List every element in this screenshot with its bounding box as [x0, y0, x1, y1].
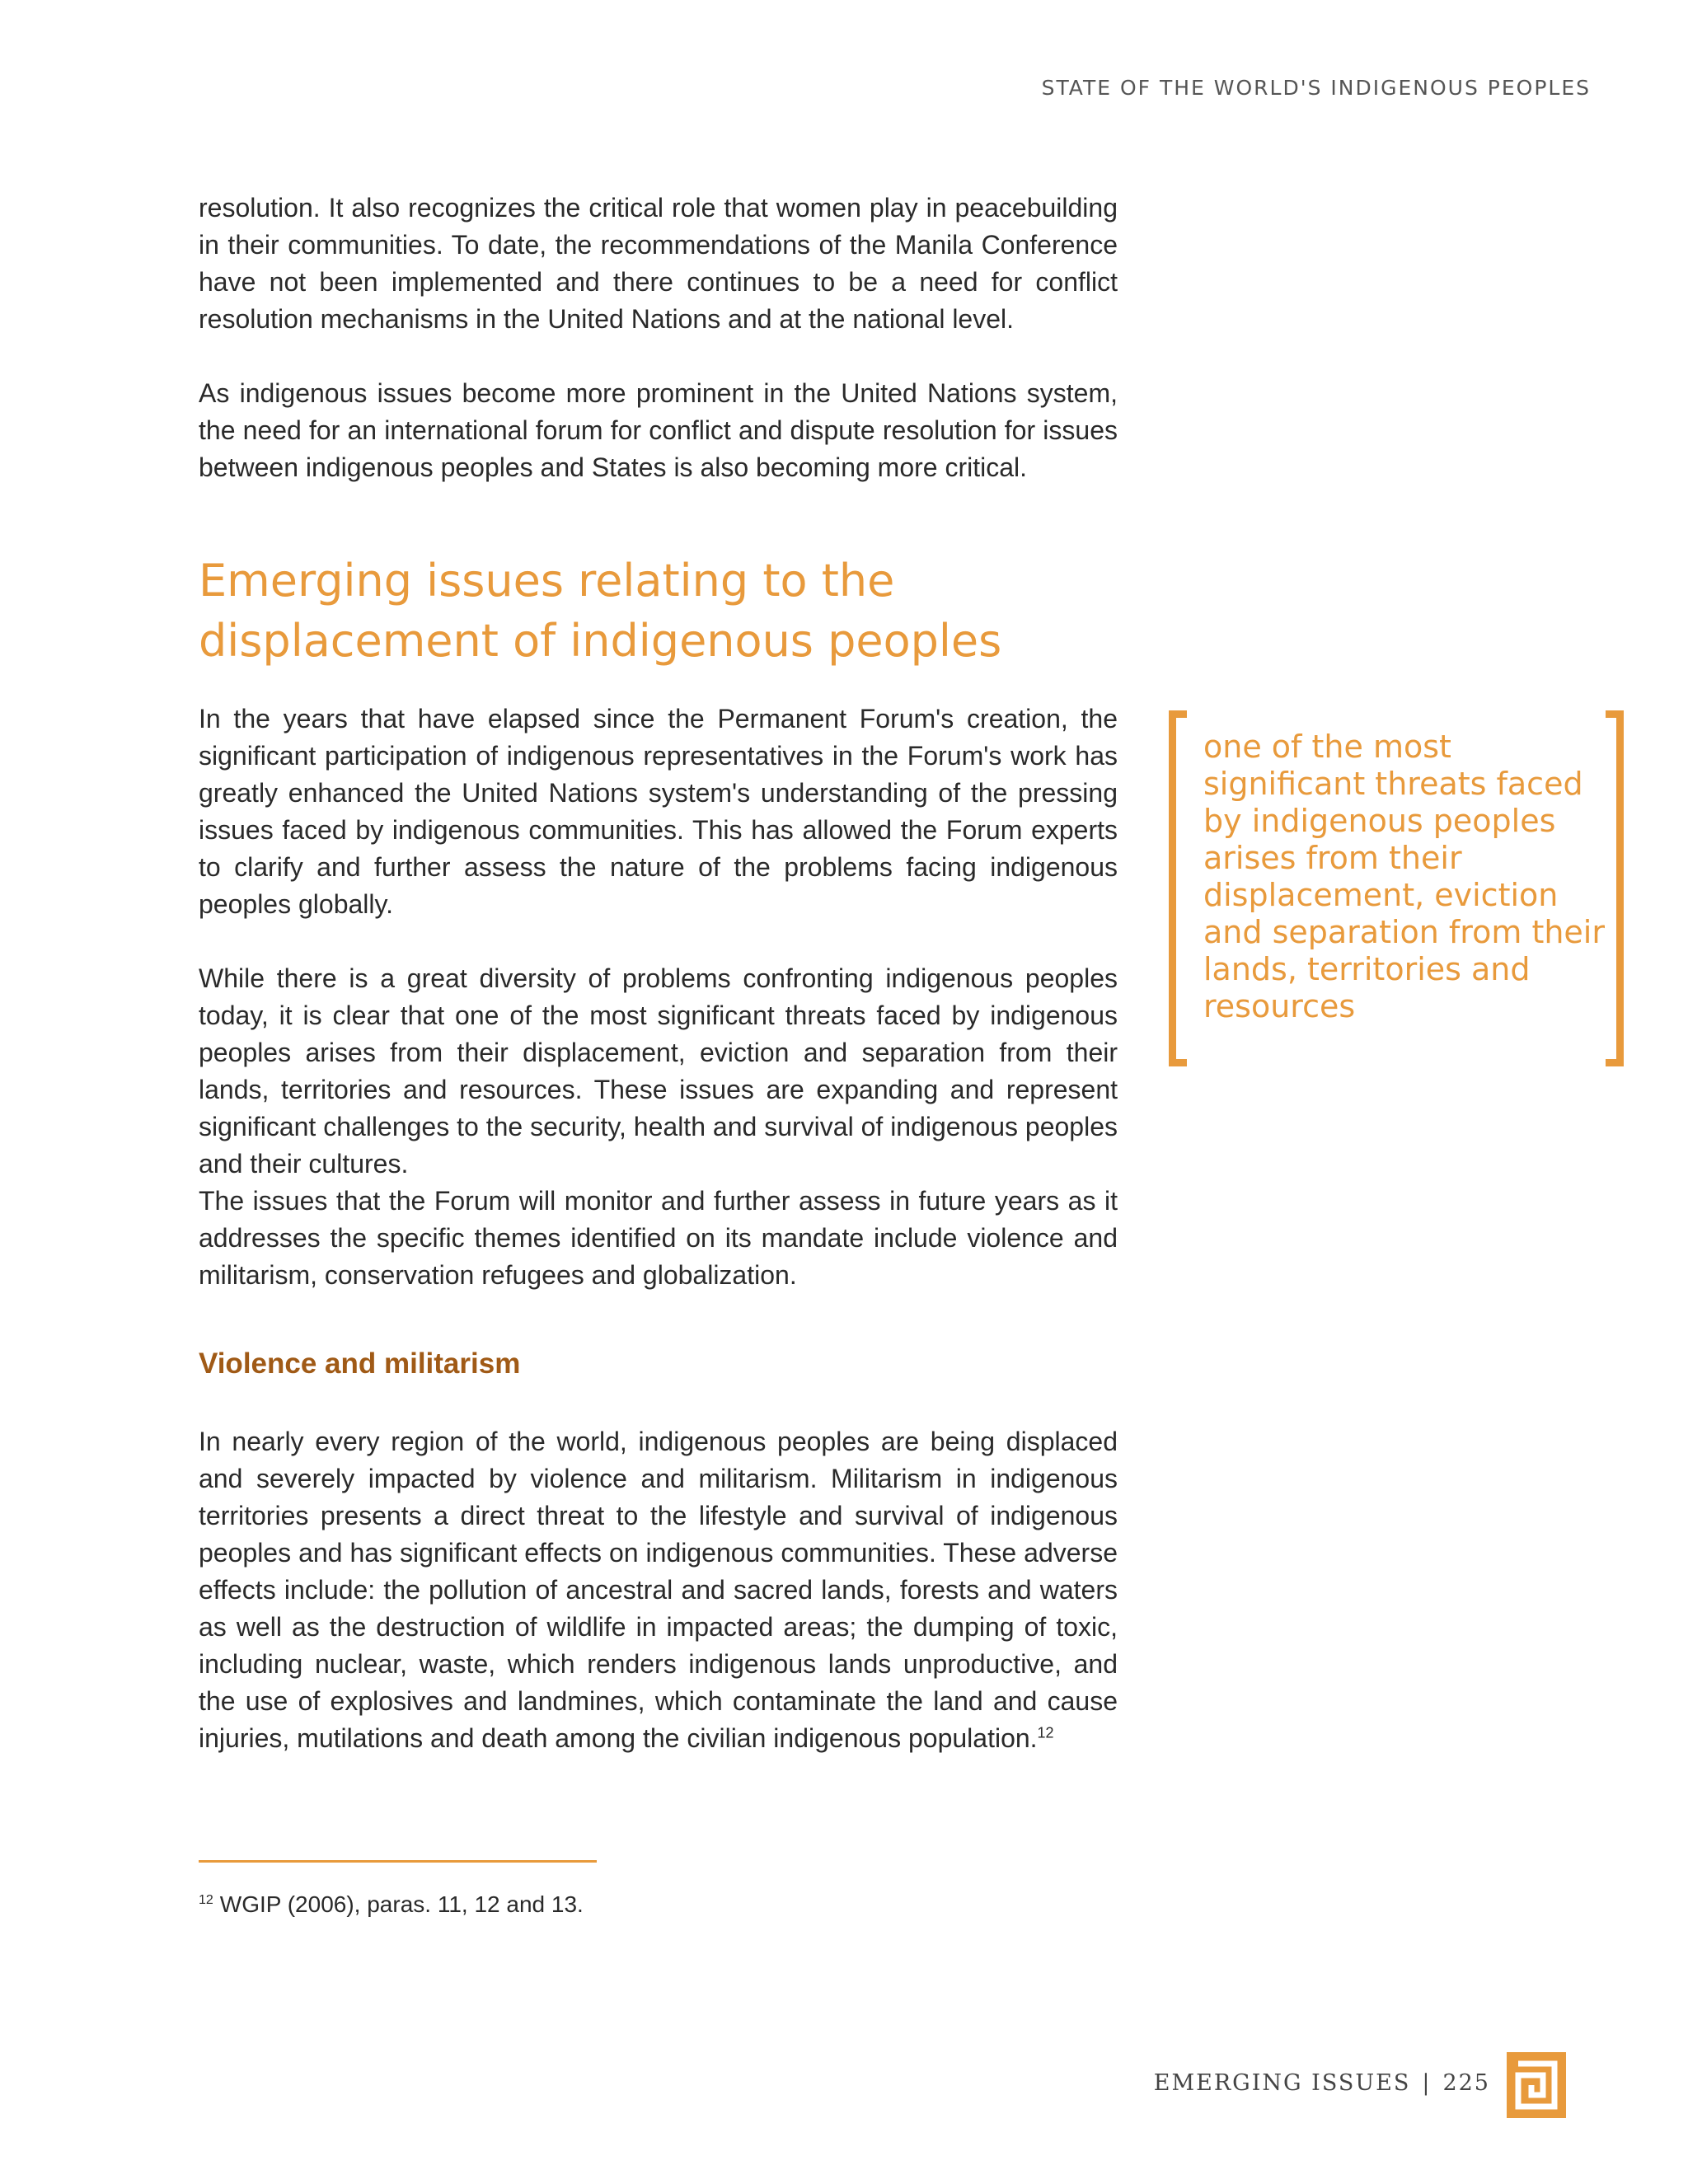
footer-section-label: EMERGING ISSUES — [1153, 2070, 1411, 2096]
body-paragraph-4: While there is a great diversity of problems confronting indigenous peoples today, it is clear that one of the most significant threats faced by indigenous peoples arises from their displacement, eviction and separation from their lands, territories and resources. These issues are expanding and represent significant challenges to the security, health and survival of indigenous peoples and their cultures. — [199, 963, 1118, 1179]
section-heading: Emerging issues relating to the displacement of indigenous peoples — [199, 555, 1002, 667]
body-paragraph-2: As indigenous issues become more prominent in the United Nations system, the need for an international forum for conflict and dispute resolution for issues between indigenous peoples and States is also becoming more critical. — [199, 378, 1118, 482]
running-head: STATE OF THE WORLD'S INDIGENOUS PEOPLES — [1041, 76, 1591, 100]
footnote — [199, 1891, 584, 1918]
footnote-reference: 12 — [1037, 1724, 1054, 1741]
body-paragraph-6-text: In nearly every region of the world, indigenous peoples are being displaced and severely impacted by violence and militarism. Militarism in indigenous territories presents a direct threat to the lifestyle and survival of indigenous peoples and has significant effects on indigenous communities. These adverse effects include: the pollution of ancestral and sacred lands, forests and waters as well as the destruction of wildlife in impacted areas; the dumping of toxic, including nuclear, waste, which renders indigenous lands unproductive, and the use of explosives and landmines, which contaminate the land and cause injuries, mutilations and death among the civilian indigenous population. — [199, 1427, 1118, 1753]
body-paragraph-6 — [199, 1423, 1118, 1757]
pull-quote-text: one of the most significant threats faced by indigenous peoples arises from their displacement, eviction and separation from their lands, territories and resources — [1203, 729, 1605, 1024]
body-paragraph-3: In the years that have elapsed since the Permanent Forum's creation, the significant participation of indigenous representatives in the Forum's work has greatly enhanced the United Nations system's understanding of the pressing issues faced by indigenous communities. This has allowed the Forum experts to clarify and further assess the nature of the problems facing indigenous peoples globally. — [199, 704, 1118, 919]
right-bracket-icon — [1606, 710, 1624, 1066]
footnote-number: 12 — [199, 1892, 213, 1907]
spiral-logo-icon — [1507, 2052, 1566, 2118]
footnote-text: WGIP (2006), paras. 11, 12 and 13. — [219, 1891, 584, 1917]
pull-quote — [1169, 710, 1624, 1066]
body-paragraph-5: The issues that the Forum will monitor and further assess in future years as it addresses the specific themes identified on its mandate include violence and militarism, conservation refugees and globalization. — [199, 1186, 1118, 1290]
page-footer — [1154, 2070, 1490, 2096]
footer-separator: | — [1422, 2070, 1432, 2096]
body-paragraph-1: resolution. It also recognizes the critical role that women play in peacebuilding in their communities. To date, the recommendations of the Manila Conference have not been implemented and there continues to be a need for conflict resolution mechanisms in the United Nations and at the national level. — [199, 193, 1118, 334]
footnote-divider — [199, 1860, 597, 1863]
subheading-violence-militarism: Violence and militarism — [199, 1347, 521, 1380]
left-bracket-icon — [1169, 710, 1187, 1066]
page-number: 225 — [1442, 2070, 1490, 2096]
